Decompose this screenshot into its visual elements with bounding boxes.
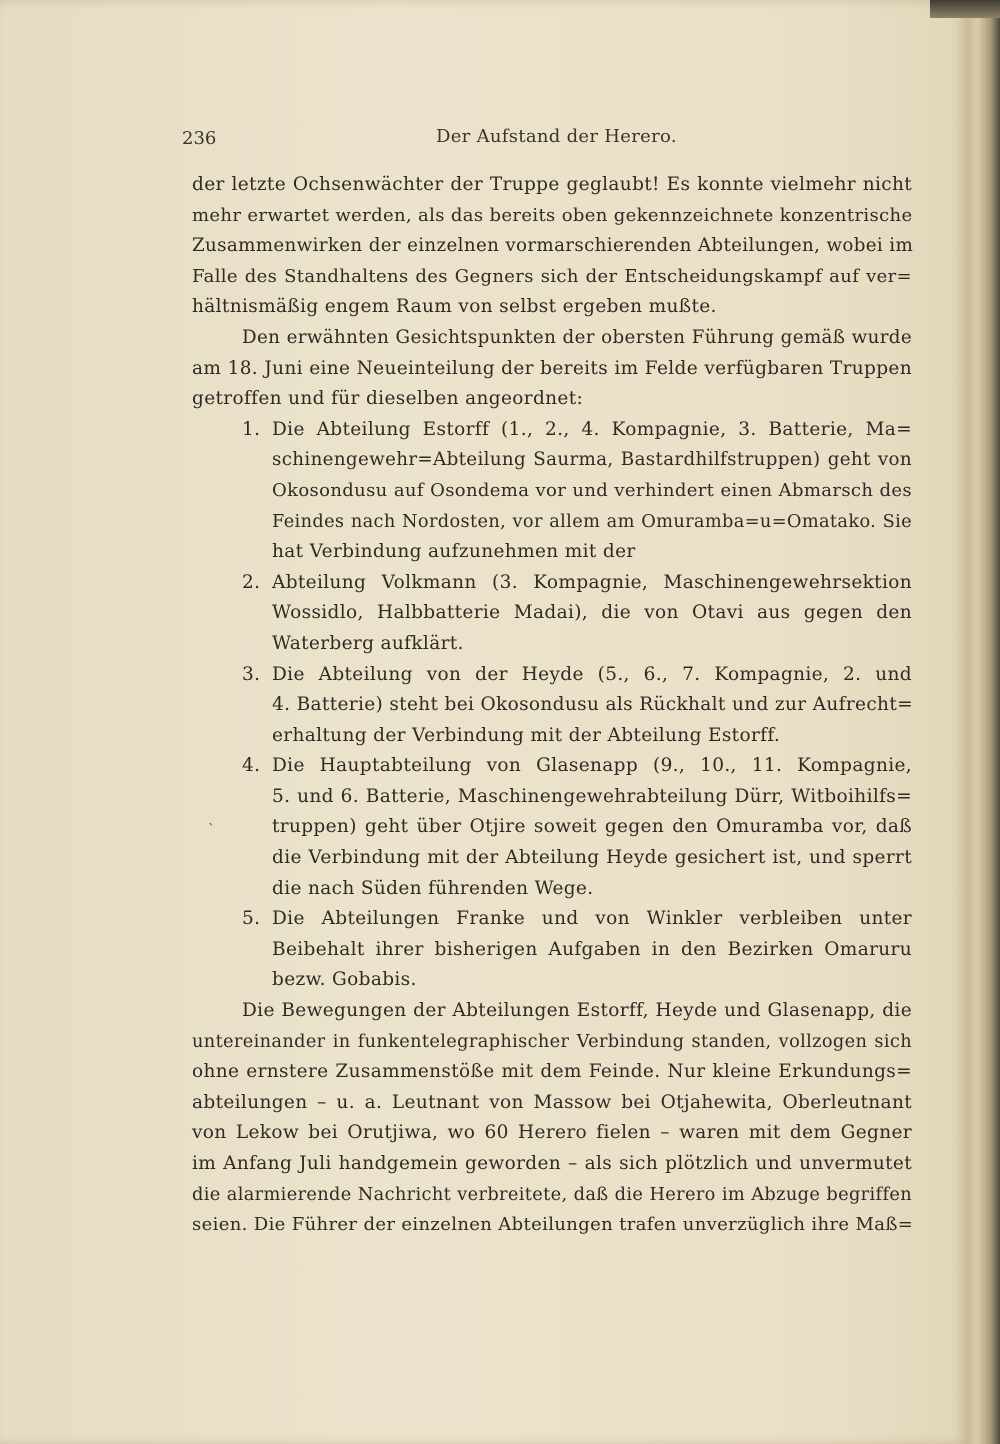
text-line: Die Abteilungen Franke und von Winkler verbleiben unter <box>272 908 912 930</box>
text-line: von Lekow bei Orutjiwa, wo 60 Herero fielen – waren mit dem Gegner <box>192 1122 912 1144</box>
text-line: erhaltung der Verbindung mit der Abteilung Estorff. <box>272 724 781 746</box>
text-line: Abteilung Volkmann (3. Kompagnie, Maschinengewehrsektion <box>272 571 912 593</box>
text-line: untereinander in funkentelegraphischer Verbindung standen, vollzogen sich <box>192 1031 912 1052</box>
text-line: Wossidlo, Halbbatterie Madai), die von Otavi aus gegen den <box>272 602 912 624</box>
text-line: Die Bewegungen der Abteilungen Estorff, Heyde und Glasenapp, die <box>242 1000 912 1022</box>
item-number: 4. <box>242 755 261 777</box>
text-line: 4. Batterie) steht bei Okosondusu als Rückhalt und zur Aufrecht= <box>272 694 913 716</box>
list-item <box>192 415 912 446</box>
text-line: Den erwähnten Gesichtspunkten der obersten Führung gemäß wurde <box>242 326 912 348</box>
text-line: Waterberg aufklärt. <box>272 632 464 654</box>
text-line: bezw. Gobabis. <box>272 969 417 991</box>
text-line: Okosondusu auf Osondema vor und verhindert einen Abmarsch des <box>272 479 912 501</box>
text-line: Zusammenwirken der einzelnen vormarschierenden Abteilungen, wobei im <box>192 235 914 257</box>
page-header <box>182 128 910 158</box>
text-line: die Verbindung mit der Abteilung Heyde gesichert ist, und sperrt <box>272 847 912 869</box>
text-line: Die Abteilung von der Heyde (5., 6., 7. Kompagnie, 2. und <box>272 663 912 685</box>
list-item <box>192 568 912 599</box>
text-line: im Anfang Juli handgemein geworden – als sich plötzlich und unvermutet <box>192 1153 912 1174</box>
margin-mark: ` <box>208 822 215 838</box>
page-body <box>192 170 912 1241</box>
text-line: Beibehalt ihrer bisherigen Aufgaben in den Bezirken Omaruru <box>272 938 912 960</box>
text-line: abteilungen – u. a. Leutnant von Massow bei Otjahewita, Oberleutnant <box>192 1091 912 1113</box>
item-number: 3. <box>242 663 261 685</box>
text-line: seien. Die Führer der einzelnen Abteilungen trafen unverzüglich ihre Maß= <box>192 1214 914 1236</box>
list-item <box>192 904 912 935</box>
scan-border <box>930 0 1000 18</box>
text-line: 5. und 6. Batterie, Maschinengewehrabteilung Dürr, Witboihilfs= <box>272 785 912 807</box>
text-line: der letzte Ochsenwächter der Truppe geglaubt! Es konnte vielmehr nicht <box>192 174 912 195</box>
text-line: schinengewehr=Abteilung Saurma, Bastardhilfstruppen) geht von <box>272 449 912 471</box>
text-line: Die Hauptabteilung von Glasenapp (9., 10., 11. Kompagnie, <box>272 755 912 777</box>
list-item <box>192 751 912 782</box>
text-line: Feindes nach Nordosten, vor allem am Omuramba=u=Omatako. Sie <box>272 511 912 532</box>
running-title: Der Aufstand der Herero. <box>436 126 677 147</box>
text-line: getroffen und für dieselben angeordnet: <box>192 388 584 410</box>
list-item <box>192 660 912 691</box>
text-line: hat Verbindung aufzunehmen mit der <box>272 541 636 563</box>
text-line: am 18. Juni eine Neueinteilung der bereits im Felde verfügbaren Truppen <box>192 357 912 379</box>
text-line: die nach Süden führenden Wege. <box>272 877 594 899</box>
text-line: ohne ernstere Zusammenstöße mit dem Feinde. Nur kleine Erkundungs= <box>192 1061 912 1083</box>
text-line: die alarmierende Nachricht verbreitete, daß die Herero im Abzuge begriffen <box>192 1184 912 1205</box>
page-number: 236 <box>182 128 217 149</box>
page-edge <box>968 0 1000 1444</box>
item-number: 1. <box>242 418 261 440</box>
item-number: 5. <box>242 908 261 930</box>
text-line: mehr erwartet werden, als das bereits oben gekennzeichnete konzentrische <box>192 204 913 226</box>
text-line: truppen) geht über Otjire soweit gegen den Omuramba vor, daß <box>272 816 912 838</box>
text-line: Die Abteilung Estorff (1., 2., 4. Kompagnie, 3. Batterie, Ma= <box>272 418 912 440</box>
item-number: 2. <box>242 571 261 593</box>
text-line: hältnismäßig engem Raum von selbst ergeben mußte. <box>192 296 717 318</box>
text-line: Falle des Standhaltens des Gegners sich der Entscheidungskampf auf ver= <box>192 265 912 287</box>
